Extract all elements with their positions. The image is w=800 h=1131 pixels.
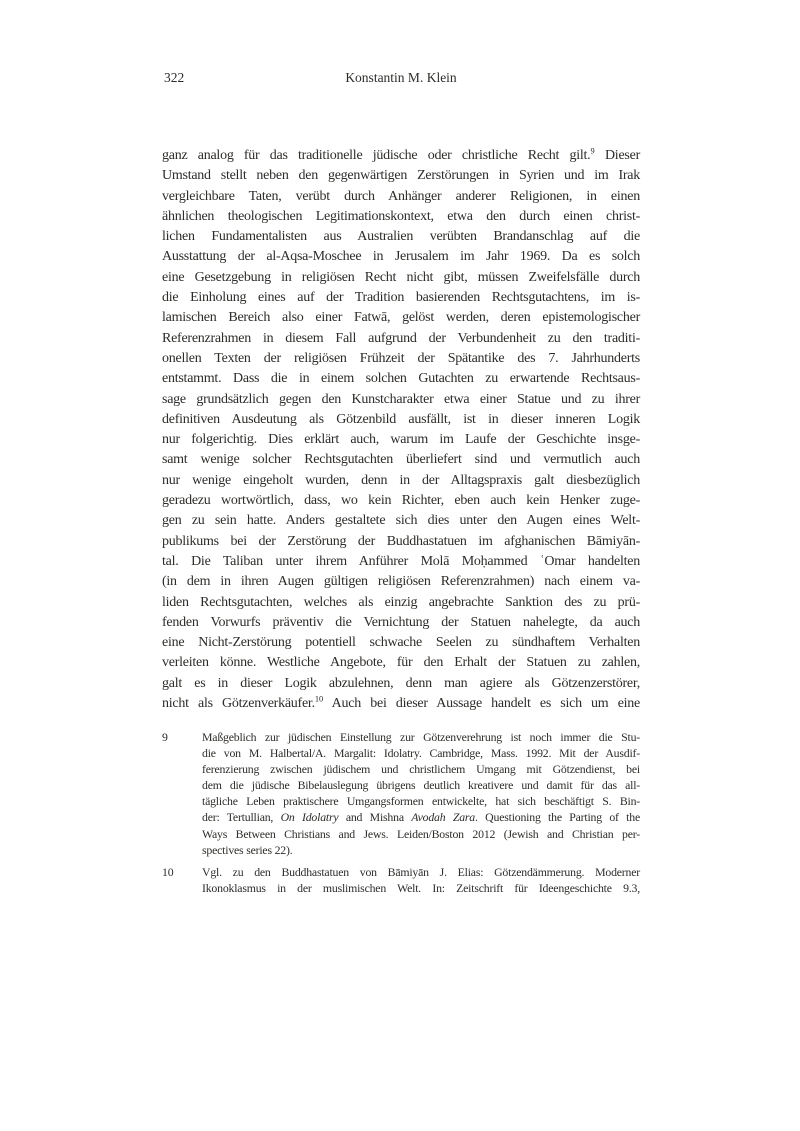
text-line: Ausstattung der al-Aqsa-Moschee in Jerusalem im Jahr 1969. Da es solch [162,249,640,265]
text-line: spectives series 22). [202,842,293,857]
italic-text: Avodah Zara [411,810,476,825]
footnote-ref: 10 [314,694,324,704]
text-line: definitiven Ausdeutung als Götzenbild ausfällt, ist in dieser inneren Logik [162,411,640,427]
text-line: Maßgeblich zur jüdischen Einstellung zur Götzenverehrung ist noch immer die Stu- [202,730,640,744]
text-line: tägliche Leben praktischere Umgangsformen entwickelte, hat sich beschäftigt S. Bin- [202,794,640,809]
text-line: (in dem in ihren Augen gültigen religiösen Referenzrahmen) nach einem va- [162,574,640,590]
main-text [162,146,640,714]
footnotes-section [162,729,640,896]
text-line: ferenzierung zwischen jüdischem und christlichem Umgang mit Götzendienst, bei [202,762,640,777]
footnote-number: 9 [162,730,168,744]
page-number: 322 [164,70,185,85]
italic-text: On Idolatry [280,810,339,825]
text-line: lamischen Bereich also einer Fatwā, gelöst werden, deren epistemologischer [162,310,640,326]
text-line: Referenzrahmen in diesem Fall aufgrund der Verbundenheit zu den traditi- [162,330,640,346]
text-line: onellen Texten der religiösen Frühzeit der Spätantike des 7. Jahrhunderts [162,350,640,366]
text-line: Umstand stellt neben den gegenwärtigen Zerstörungen in Syrien und im Irak [162,168,640,184]
text-line: gen zu sein hatte. Anders gestaltete sich dies unter den Augen eines Welt- [162,513,640,529]
text-line: entstammt. Dass die in einem solchen Gutachten zu erwartende Rechtsaus- [162,371,640,387]
footnote-number: 10 [162,864,174,879]
text-line: fenden Vorwurfs präventiv die Vernichtung der Statuen nahelegte, da auch [162,614,640,630]
text-line: dem die jüdische Bibelauslegung übrigens deutlich kreativere und damit für das all- [202,778,640,793]
text-line: eine Nicht-Zerstörung potentiell schwache Seelen zu sündhaftem Verhalten [162,635,640,651]
text-line: der: Tertullian, On Idolatry and Mishna Avodah Zara. Questioning the Parting of the [202,810,640,825]
text-line: ähnlichen theologischen Legitimationskontext, etwa den durch einen christ- [162,208,640,224]
text-line: vergleichbare Taten, verübt durch Anhänger anderer Religionen, in einen [162,188,640,204]
text-line: verleiten könne. Westliche Angebote, für den Erhalt der Statuen zu zahlen, [162,655,640,671]
page-header [162,70,640,86]
text-line: geradezu wortwörtlich, dass, wo kein Richter, eben auch kein Henker zuge- [162,493,640,509]
text-line: ganz analog für das traditionelle jüdische oder christliche Recht gilt.$^9$ Dieser [162,146,640,163]
text-line: tal. Die Taliban unter ihrem Anführer Molā Moḥammed ʿOmar handelten [162,553,640,569]
footnote-text [202,729,640,858]
text-line: galt es in dieser Logik abzulehnen, denn man agiere als Götzenzerstörer, [162,675,640,691]
text-line: publikums bei der Zerstörung der Buddhastatuen im afghanischen Bāmiyān- [162,533,640,549]
text-line: Vgl. zu den Buddhastatuen von Bāmiyān J. Elias: Götzendämmerung. Moderner [202,864,640,879]
text-line: nur wenige eingeholt wurden, denn in der Alltagspraxis galt diesbezüglich [162,472,640,488]
text-line: samt wenige solcher Rechtsgutachten überliefert sind und vermutlich auch [162,452,640,468]
footnote [162,729,640,858]
text-line: eine Gesetzgebung in religiösen Recht nicht gibt, müssen Zweifelsfälle durch [162,269,640,285]
text-line: die von M. Halbertal/A. Margalit: Idolatry. Cambridge, Mass. 1992. Mit der Ausdif- [202,746,640,761]
footnote-ref: 9 [590,146,595,156]
running-head: Konstantin M. Klein [345,70,457,85]
footnote-text [202,864,640,896]
text-line: lichen Fundamentalisten aus Australien verübten Brandanschlag auf die [162,229,640,245]
text-line: sage grundsätzlich gegen den Kunstcharakter etwa einer Statue und zu ihrer [162,391,640,407]
text-line: nur folgerichtig. Dies erklärt auch, warum im Laufe der Geschichte insge- [162,432,640,448]
text-line: die Einholung eines auf der Tradition basierenden Rechtsgutachtens, im is- [162,290,640,306]
footnote [162,864,640,896]
text-line: liden Rechtsgutachten, welches als einzig angebrachte Sanktion des zu prü- [162,594,640,610]
text-line: nicht als Götzenverkäufer.$^{10}$ Auch bei dieser Aussage handelt es sich um eine [162,694,641,712]
text-line: Ikonoklasmus in der muslimischen Welt. In: Zeitschrift für Ideengeschichte 9.3, [202,880,640,895]
text-line: Ways Between Christians and Jews. Leiden/Boston 2012 (Jewish and Christian per- [202,826,640,841]
